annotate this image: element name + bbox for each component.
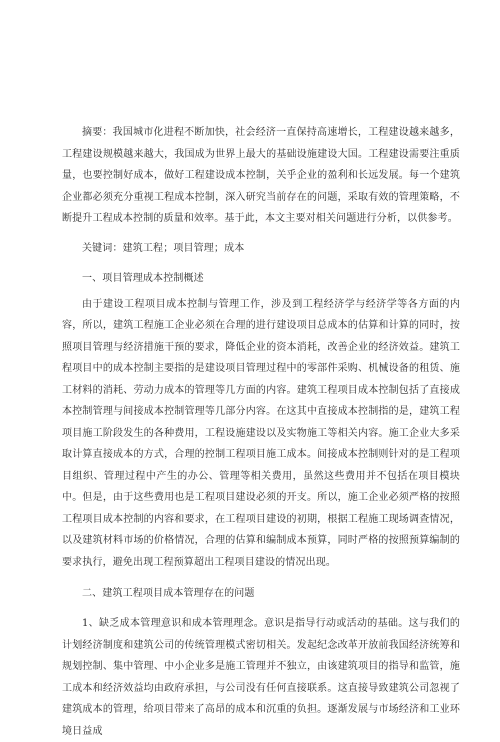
section-2-body: 1、缺乏成本管理意识和成本管理理念。意识是指导行动或活动的基础。这与我们的计划经济制度和建筑公司的传统管理模式密切相关。发起纪念改革开放前我国经济统筹和规划控制、集中管理、中小企业多是施工管理并不独立，由该建筑项目的指导和监管，施工成本和经济效益均由政府承担，与公司没有任何直接联系。这直接导致建筑公司忽视了建筑成本的管理，给项目带来了高昂的成本和沉重的负担。逐渐发展与市场经济和工业环境日益成 <box>62 618 460 737</box>
document-body <box>62 122 460 742</box>
section-2-heading: 二、建筑工程项目成本管理存在的问题 <box>82 588 255 599</box>
section-1-heading: 一、项目管理成本控制概述 <box>82 272 204 284</box>
abstract-paragraph: 摘要：我国城市化进程不断加快，社会经济一直保持高速增长，工程建设越来越多，工程建设规模越来越大，我国成为世界上最大的基础设施建设大国。工程建设需要注重质量，也要控制好成本，做好工程建设成本控制，关乎企业的盈利和长远发展。每一个建筑企业都必须充分重视工程成本控制，深入研究当前存在的问题，采取有效的管理策略，不断提升工程成本控制的质量和效率。基于此，本文主要对相关问题进行分析，以供参考。 <box>62 127 460 224</box>
keywords-line: 关键词：建筑工程；项目管理；成本 <box>82 242 245 254</box>
section-1-body: 由于建设工程项目成本控制与管理工作，涉及到工程经济学与经济学等各方面的内容，所以，建筑工程施工企业必须在合理的进行建设项目总成本的估算和计算的同时，按照项目管理与经济措施干预的要求，降低企业的资本消耗，改善企业的经济效益。建筑工程项目中的成本控制主要指的是建设项目管理过程中的零部件采购、机械设备的租赁、施工材料的消耗、劳动力成本的管理等几方面的内容。建筑工程项目成本控制包括了直接成本控制管理与间接成本控制管理等几部分内容。在这其中直接成本控制指的是，建筑工程项目施工阶段发生的各种费用，工程设施建设以及实物施工等相关内容。施工企业大多采取计算直接成本的方式，合理的控制工程项目施工成本。间接成本控制则针对的是工程项目组织、管理过程中产生的办公、管理等相关费用，虽然这些费用并不包括在项目模块中。但是，由于这些费用也是工程项目建设必须的开支。所以，施工企业必须严格的按照工程项目成本控制的内容和要求，在工程项目建设的初期，根据工程施工现场调查情况，以及建筑材料市场的价格情况，合理的估算和编制成本预算，同时严格的按照预算编制的要求执行，避免出现工程预算超出工程项目建设的情况出现。 <box>62 298 460 568</box>
